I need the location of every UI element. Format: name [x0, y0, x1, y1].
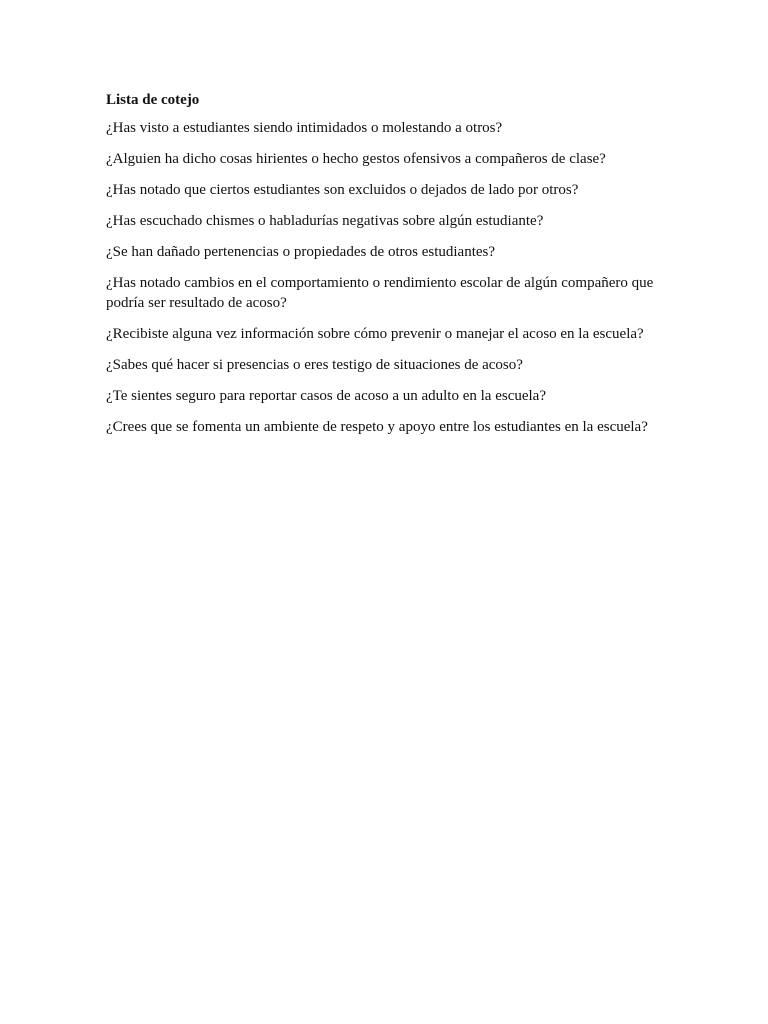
question-item: ¿Has notado que ciertos estudiantes son excluidos o dejados de lado por otros?: [106, 182, 579, 198]
document-title: Lista de cotejo: [106, 92, 200, 108]
question-item: ¿Has notado cambios en el comportamiento o rendimiento escolar de algún compañero que podría ser resultado de acoso?: [106, 275, 654, 311]
question-item: ¿Alguien ha dicho cosas hirientes o hecho gestos ofensivos a compañeros de clase?: [106, 151, 606, 167]
question-item: ¿Se han dañado pertenencias o propiedades de otros estudiantes?: [106, 244, 496, 260]
question-item: ¿Has visto a estudiantes siendo intimidados o molestando a otros?: [106, 120, 503, 136]
question-item: ¿Sabes qué hacer si presencias o eres testigo de situaciones de acoso?: [106, 357, 523, 373]
question-item: ¿Te sientes seguro para reportar casos de acoso a un adulto en la escuela?: [106, 388, 547, 404]
question-item: ¿Crees que se fomenta un ambiente de respeto y apoyo entre los estudiantes en la escuela?: [106, 419, 648, 435]
question-item: ¿Has escuchado chismes o habladurías negativas sobre algún estudiante?: [106, 213, 544, 229]
question-list: [106, 118, 686, 437]
question-item: ¿Recibiste alguna vez información sobre cómo prevenir o manejar el acoso en la escuela?: [106, 326, 644, 342]
document-page: [106, 90, 686, 448]
